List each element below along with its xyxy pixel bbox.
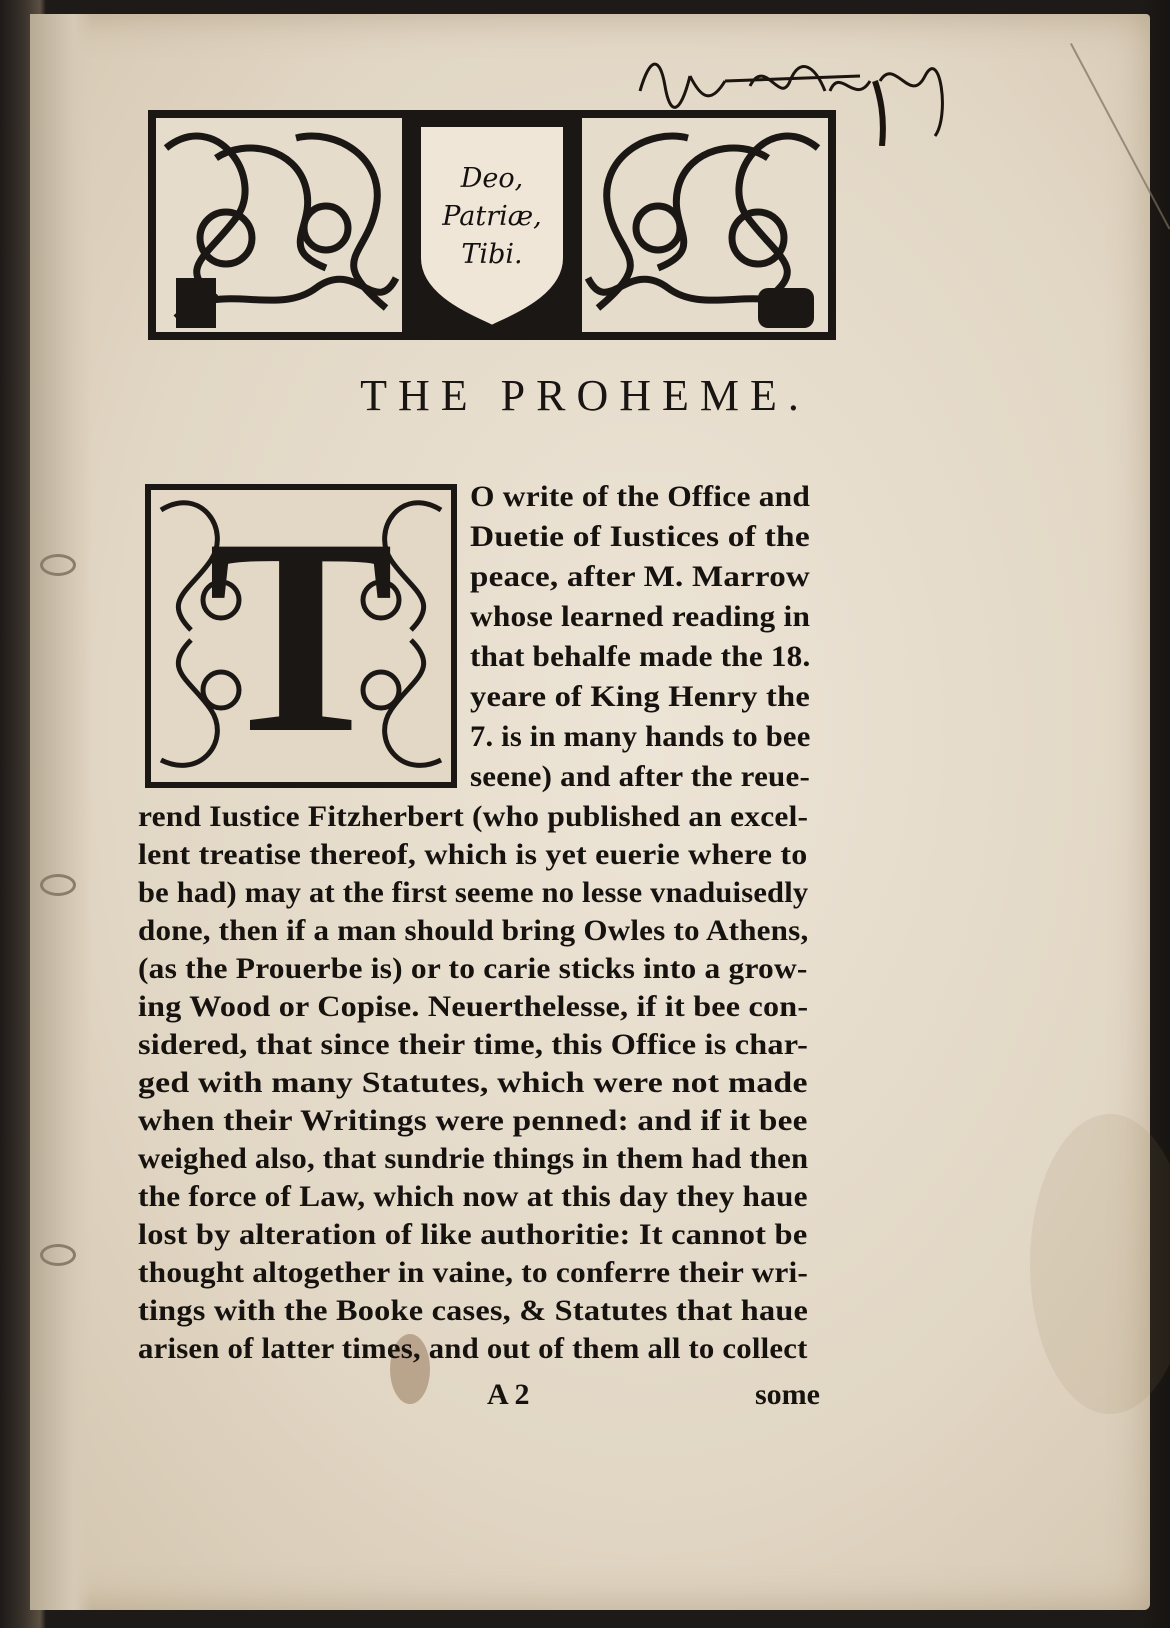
ornament-left: [156, 118, 402, 332]
catchword: some: [755, 1378, 820, 1411]
foliage-ornament-icon: [582, 118, 828, 332]
initial-background: [151, 480, 451, 791]
decorated-initial: [145, 480, 457, 791]
handwritten-signature: [630, 36, 980, 106]
text-line: Duetie of Iustices of the: [470, 520, 810, 553]
motto-shield: [412, 118, 572, 332]
text-line: lent treatise thereof, which is yet euerie where to: [138, 838, 808, 871]
text-line: seene) and after the reue-: [470, 760, 811, 793]
page-title: THE PROHEME.: [360, 371, 810, 420]
text-line: the force of Law, which now at this day they haue: [138, 1180, 808, 1213]
ornament-right: [582, 118, 828, 332]
binding-thread: [40, 1244, 76, 1266]
text-line: thought altogether in vaine, to conferre their wri-: [138, 1256, 809, 1289]
initial-letter: T: [207, 480, 395, 791]
text-line: O write of the Office and: [470, 480, 811, 513]
text-line: done, then if a man should bring Owles to Athens,: [138, 914, 809, 947]
decorative-headpiece: [148, 110, 836, 340]
text-line: when their Writings were penned: and if it bee: [138, 1104, 808, 1137]
motto-line: Patriæ,: [442, 201, 542, 232]
text-line: lost by alteration of like authoritie: It cannot be: [138, 1218, 808, 1251]
binding-edge: [30, 14, 92, 1610]
motto-line: Tibi.: [461, 239, 523, 270]
signature-mark: A 2: [487, 1378, 530, 1411]
text-line: rend Iustice Fitzherbert (who published an excel-: [138, 800, 809, 833]
text-line: arisen of latter times, and out of them all to collect: [138, 1332, 808, 1365]
text-line: peace, after M. Marrow: [470, 560, 810, 593]
binding-thread: [40, 554, 76, 576]
binding-thread: [40, 874, 76, 896]
text-line: (as the Prouerbe is) or to carie sticks into a grow-: [138, 952, 808, 985]
foxing: [1030, 1114, 1170, 1414]
text-line: 7. is in many hands to bee: [470, 720, 811, 753]
motto-line: Deo,: [460, 163, 524, 194]
text-line: tings with the Booke cases, & Statutes that haue: [138, 1294, 809, 1327]
motto-text: [412, 160, 572, 274]
text-line: be had) may at the first seeme no lesse vnaduisedly: [138, 876, 809, 909]
text-line: ing Wood or Copise. Neuerthelesse, if it bee con-: [138, 990, 809, 1023]
text-line: whose learned reading in: [470, 600, 811, 633]
text-line: yeare of King Henry the: [470, 680, 810, 713]
text-line: ged with many Statutes, which were not made: [138, 1066, 808, 1099]
text-line: that behalfe made the 18.: [470, 640, 811, 673]
page-crease: [1070, 43, 1170, 229]
text-line: weighed also, that sundrie things in them had then: [138, 1142, 809, 1175]
text-line: sidered, that since their time, this Office is char-: [138, 1028, 809, 1061]
foliage-ornament-icon: [156, 118, 402, 332]
